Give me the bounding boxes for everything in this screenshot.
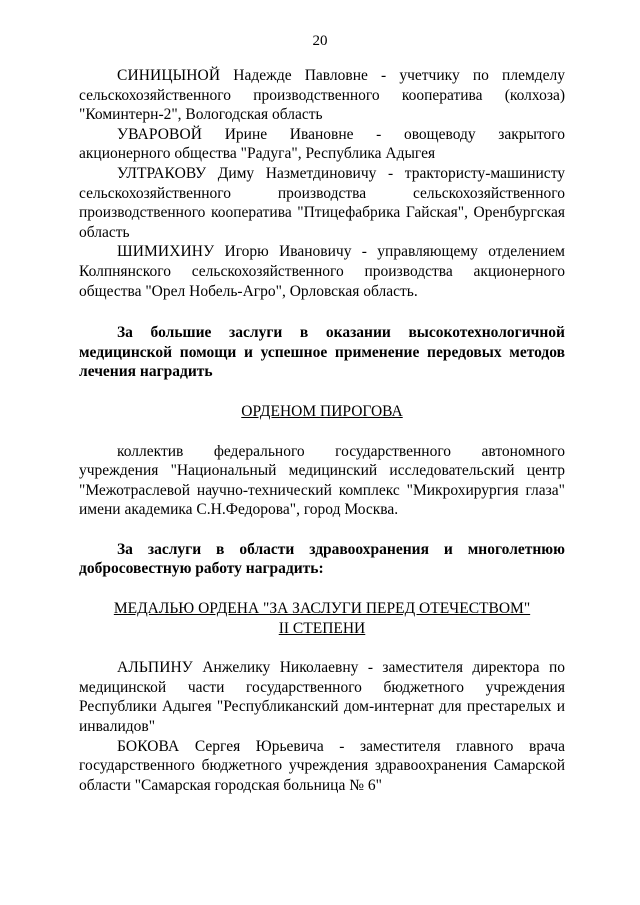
page-number: 20 [312, 33, 328, 49]
recipient-details: Надежде Павловне - учетчику по племделу сельскохозяйственного производственного кооператива (колхоза) "Коминтерн-2", Вологодская область [79, 67, 566, 124]
award-heading: За заслуги в области здравоохранения и многолетнюю добросовестную работу наградить: [79, 540, 565, 578]
award-entry [79, 164, 565, 242]
award-entry: коллектив федерального государственного автономного учреждения "Национальный медицинский исследовательский центр "Межотраслевой научно-технический комплекс "Микрохирургия глаза" имени академика С.Н.Федорова", город Москва. [79, 442, 565, 519]
award-entry [79, 242, 565, 301]
recipient-name: БОКОВА [117, 737, 180, 755]
award-entry [79, 66, 565, 125]
recipient-details: Сергея Юрьевича - заместителя главного врача государственного бюджетного учреждения здравоохранения Самарской области "Самарская городская больница № 6" [79, 737, 566, 794]
recipient-details: Ирине Ивановне - овощеводу закрытого акционерного общества "Радуга", Республика Адыгея [79, 125, 566, 163]
recipient-name: УЛТРАКОВУ [117, 164, 207, 182]
award-heading: За большие заслуги в оказании высокотехнологичной медицинской помощи и успешное применение передовых методов лечения наградить [79, 324, 565, 381]
recipient-details: Анжелику Николаевну - заместителя директора по медицинской части государственного бюджетного учреждения Республики Адыгея "Республиканский дом-интернат для престарелых и инвалидов" [79, 659, 566, 736]
recipient-name: СИНИЦЫНОЙ [117, 67, 221, 84]
document-body [79, 66, 565, 795]
recipient-name: УВАРОВОЙ [117, 125, 203, 143]
order-title-line-1: МЕДАЛЬЮ ОРДЕНА "ЗА ЗАСЛУГИ ПЕРЕД ОТЕЧЕСТВОМ" [113, 600, 531, 618]
recipient-name: АЛЬПИНУ [117, 659, 193, 677]
order-title: ОРДЕНОМ ПИРОГОВА [241, 402, 403, 420]
recipient-details: Диму Назметдиновичу - трактористу-машинисту сельскохозяйственного производства сельскохозяйственного производственного кооператива "Птицефабрика Гайская", Оренбургская область [79, 164, 566, 241]
award-entry [79, 737, 565, 796]
recipient-name: ШИМИХИНУ [117, 243, 215, 261]
order-title-line-2: II СТЕПЕНИ [278, 619, 366, 637]
recipient-details: Игорю Ивановичу - управляющему отделением Колпнянского сельскохозяйственного производства акционерного общества "Орел Нобель-Агро", Орловская область. [79, 243, 565, 300]
award-entry [79, 658, 565, 736]
award-entry [79, 125, 565, 164]
